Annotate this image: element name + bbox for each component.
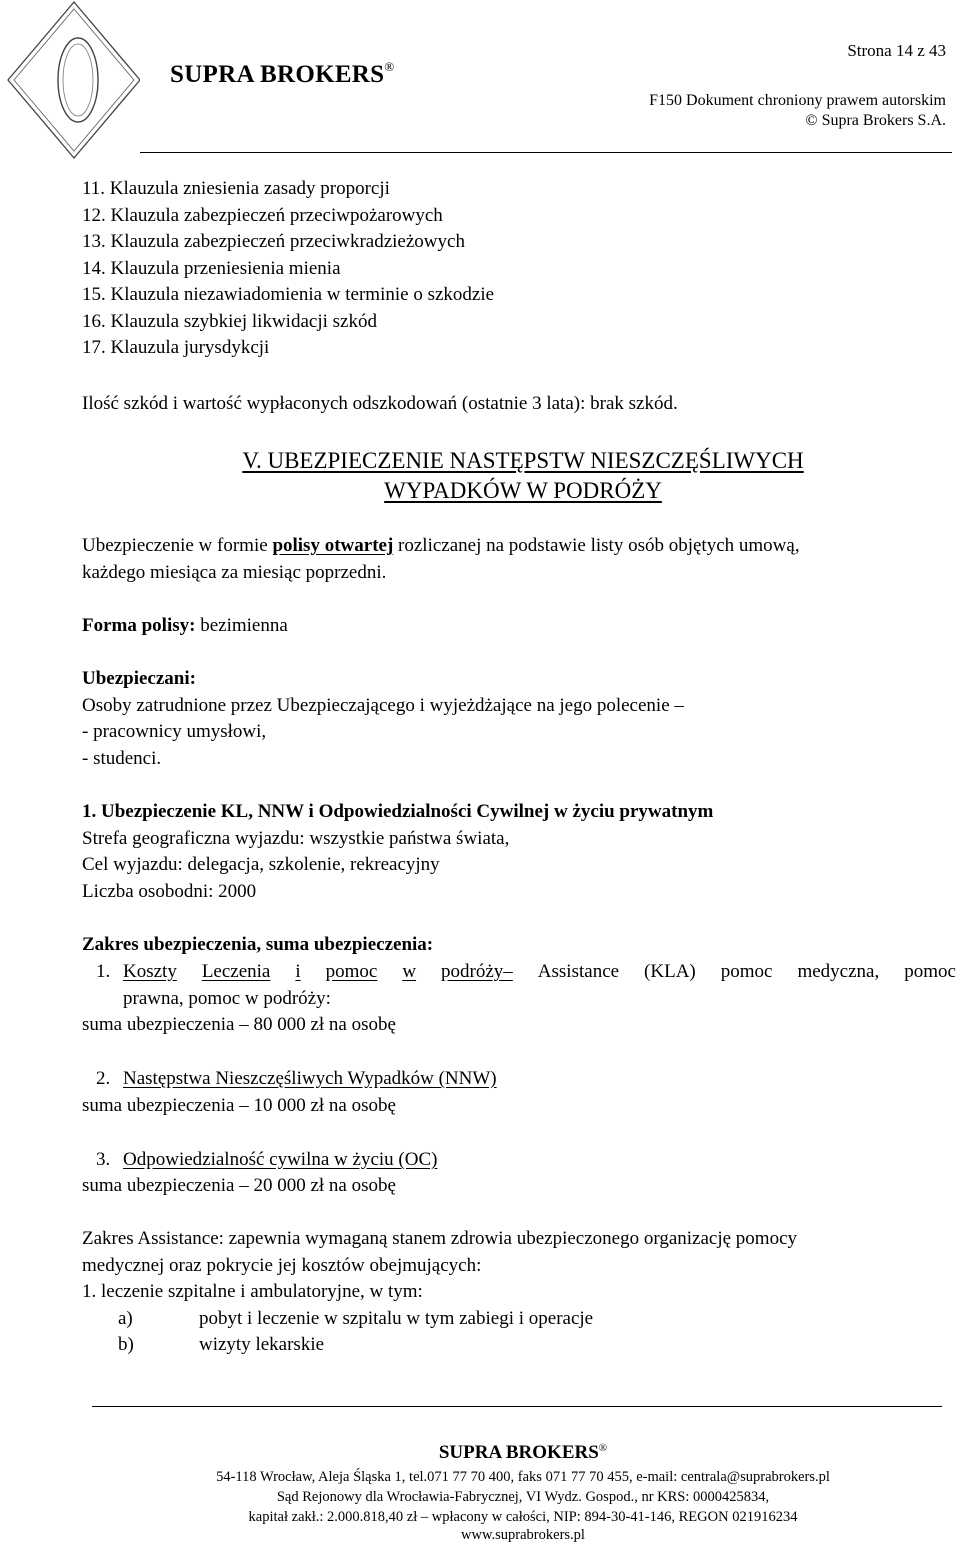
- subsection-title: 1. Ubezpieczenie KL, NNW i Odpowiedzialności Cywilnej w życiu prywatnym: [82, 801, 714, 822]
- list-item: 12. Klauzula zabezpieczeń przeciwpożarowych: [82, 204, 443, 226]
- policy-form: [82, 613, 288, 640]
- header-brand: [170, 61, 395, 89]
- section-title: [0, 446, 960, 506]
- scope-item1-word: w: [402, 961, 417, 982]
- footer-divider: [92, 1406, 942, 1407]
- clause-list: [82, 176, 494, 362]
- scope-item2-sum: suma ubezpieczenia – 10 000 zł na osobę: [82, 1095, 396, 1116]
- footer-registered-mark: ®: [598, 1442, 608, 1454]
- supra-brokers-logo-icon: [0, 0, 140, 160]
- assistance-item: 1. leczenie szpitalne i ambulatoryjne, w tym:: [82, 1281, 423, 1302]
- footer-brand-text: SUPRA BROKERS: [438, 1442, 599, 1463]
- footer-capital: kapitał zakł.: 2.000.818,40 zł – wpłacony w całości, NIP: 894-30-41-146, REGON 021916234: [248, 1509, 798, 1525]
- assistance-line: medycznej oraz pokrycie jej kosztów obejmujących:: [82, 1254, 482, 1276]
- list-item: 13. Klauzula zabezpieczeń przeciwkradzieżowych: [82, 231, 465, 252]
- scope-item1-word: (KLA): [644, 961, 696, 982]
- scope-item1-word: pomoc: [325, 961, 378, 982]
- intro-line1: [82, 533, 960, 560]
- scope-item2-number: 2.: [96, 1068, 111, 1089]
- scope-item1-word: Koszty: [123, 961, 177, 982]
- assistance-sub-a-text: pobyt i leczenie w szpitalu w tym zabiegi i operacje: [199, 1308, 594, 1329]
- list-item: 14. Klauzula przeniesienia mienia: [82, 257, 341, 279]
- intro-prefix: Ubezpieczenie w formie: [82, 535, 273, 556]
- intro-suffix: rozliczanej na podstawie listy osób objętych umową,: [393, 535, 800, 556]
- scope-item1-word: pomoc: [720, 961, 773, 982]
- scope-item3-number: 3.: [96, 1149, 111, 1170]
- insured-line: - studenci.: [82, 747, 162, 769]
- footer-website: www.suprabrokers.pl: [461, 1527, 585, 1543]
- scope-heading: Zakres ubezpieczenia, suma ubezpieczenia:: [82, 934, 434, 955]
- footer-registry: Sąd Rejonowy dla Wrocławia-Fabrycznej, VI Wydz. Gospod., nr KRS: 0000425834,: [276, 1489, 770, 1505]
- section-title-line1: V. UBEZPIECZENIE NASTĘPSTW NIESZCZĘŚLIWYCH: [242, 448, 804, 473]
- trip-purpose: Cel wyjazdu: delegacja, szkolenie, rekreacyjny: [82, 854, 440, 875]
- assistance-sub-b-text: wizyty lekarskie: [199, 1334, 325, 1355]
- header-brand-text: SUPRA BROKERS: [170, 61, 385, 88]
- subsection-1: [82, 799, 713, 905]
- list-item: 15. Klauzula niezawiadomienia w terminie o szkodzie: [82, 284, 495, 305]
- scope-item1-number: 1.: [96, 961, 111, 982]
- policy-form-value: bezimienna: [195, 615, 288, 636]
- header-divider: [140, 152, 952, 153]
- scope-item1-word: Assistance: [537, 961, 620, 982]
- assistance-line: Zakres Assistance: zapewnia wymaganą stanem zdrowia ubezpieczonego organizację pomocy: [82, 1228, 798, 1249]
- footer-brand: [0, 1442, 960, 1464]
- scope-item3-sum: suma ubezpieczenia – 20 000 zł na osobę: [82, 1175, 396, 1196]
- scope-item1-word: medyczna,: [797, 961, 880, 982]
- page-number: Strona 14 z 43: [847, 41, 946, 60]
- geographic-zone: Strefa geograficzna wyjazdu: wszystkie państwa świata,: [82, 827, 510, 849]
- list-item: 17. Klauzula jurysdykcji: [82, 337, 270, 358]
- insured-block: [82, 666, 684, 772]
- assistance-sub-b-letter: b): [118, 1334, 134, 1355]
- scope-item1-word: pomoc: [904, 961, 956, 982]
- insured-line: Osoby zatrudnione przez Ubezpieczającego i wyjeżdżające na jego polecenie –: [82, 694, 684, 716]
- claims-note: Ilość szkód i wartość wypłaconych odszkodowań (ostatnie 3 lata): brak szkód.: [82, 393, 678, 414]
- person-days: Liczba osobodni: 2000: [82, 880, 257, 902]
- footer-address: 54-118 Wrocław, Aleja Śląska 1, tel.071 77 70 400, faks 071 77 70 455, e-mail: centrala@suprabrokers.pl: [216, 1469, 830, 1485]
- scope-item2-label: Następstwa Nieszczęśliwych Wypadków (NNW): [123, 1068, 497, 1089]
- insured-label: Ubezpieczani:: [82, 668, 196, 689]
- scope-item1-line: [123, 959, 956, 986]
- assistance-sub-a-letter: a): [118, 1308, 133, 1329]
- list-item: 16. Klauzula szybkiej likwidacji szkód: [82, 310, 377, 332]
- scope-item1-continuation: prawna, pomoc w podróży:: [123, 988, 331, 1009]
- intro-paragraph: [82, 533, 960, 586]
- insured-line: - pracownicy umysłowi,: [82, 721, 267, 742]
- intro-line2: każdego miesiąca za miesiąc poprzedni.: [82, 561, 387, 583]
- policy-form-label: Forma polisy:: [82, 615, 196, 636]
- scope-item1-word: podróży–: [441, 961, 513, 982]
- intro-policy-type: polisy otwartej: [272, 535, 394, 556]
- document-notice: [649, 91, 946, 131]
- assistance-paragraph: [82, 1226, 960, 1306]
- copyright-notice: F150 Dokument chroniony prawem autorskim: [649, 92, 946, 109]
- copyright-owner: © Supra Brokers S.A.: [805, 112, 946, 129]
- section-title-line2: WYPADKÓW W PODRÓŻY: [384, 478, 662, 503]
- scope-item1-word: i: [295, 961, 301, 982]
- scope-item1-word: Leczenia: [201, 961, 271, 982]
- list-item: 11. Klauzula zniesienia zasady proporcji: [82, 178, 390, 199]
- scope-item1-sum: suma ubezpieczenia – 80 000 zł na osobę: [82, 1014, 396, 1035]
- scope-item3-label: Odpowiedzialność cywilna w życiu (OC): [123, 1149, 438, 1170]
- header-registered-mark: ®: [384, 59, 395, 74]
